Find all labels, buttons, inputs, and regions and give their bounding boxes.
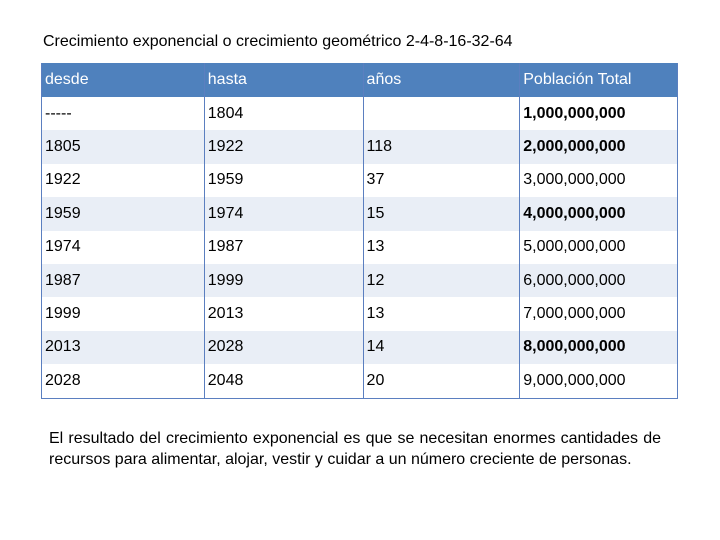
table-row [42, 97, 678, 130]
table-row [42, 197, 678, 230]
poblacion-total-cell: 7,000,000,000 [520, 297, 678, 330]
anos-cell: 118 [363, 130, 520, 163]
anos-cell [363, 97, 520, 130]
desde-cell: 1999 [42, 297, 205, 330]
table-header-row [42, 63, 678, 97]
anos-cell: 14 [363, 331, 520, 364]
column-header-poblacion-total: Población Total [520, 63, 678, 97]
poblacion-total-cell: 6,000,000,000 [520, 264, 678, 297]
hasta-cell: 1922 [204, 130, 363, 163]
poblacion-total-cell: 1,000,000,000 [520, 97, 678, 130]
anos-cell: 37 [363, 164, 520, 197]
hasta-cell: 1999 [204, 264, 363, 297]
hasta-cell: 2048 [204, 364, 363, 398]
anos-cell: 12 [363, 264, 520, 297]
table-row [42, 297, 678, 330]
desde-cell: 1805 [42, 130, 205, 163]
hasta-cell: 1804 [204, 97, 363, 130]
anos-cell: 13 [363, 231, 520, 264]
desde-cell: 1987 [42, 264, 205, 297]
table-row [42, 264, 678, 297]
column-header-anos: años [363, 63, 520, 97]
page-title: Crecimiento exponencial o crecimiento geométrico 2-4-8-16-32-64 [43, 33, 513, 50]
table-row [42, 231, 678, 264]
desde-cell: 1959 [42, 197, 205, 230]
poblacion-total-cell: 5,000,000,000 [520, 231, 678, 264]
column-header-desde: desde [42, 63, 205, 97]
table-row [42, 364, 678, 398]
desde-cell: ----- [42, 97, 205, 130]
hasta-cell: 2028 [204, 331, 363, 364]
poblacion-total-cell: 8,000,000,000 [520, 331, 678, 364]
poblacion-total-cell: 9,000,000,000 [520, 364, 678, 398]
table-row [42, 130, 678, 163]
desde-cell: 2013 [42, 331, 205, 364]
hasta-cell: 1987 [204, 231, 363, 264]
column-header-hasta: hasta [204, 63, 363, 97]
population-table [41, 63, 678, 399]
poblacion-total-cell: 4,000,000,000 [520, 197, 678, 230]
hasta-cell: 1974 [204, 197, 363, 230]
table-row [42, 331, 678, 364]
conclusion-text: El resultado del crecimiento exponencial es que se necesitan enormes cantidades de recursos para alimentar, alojar, vestir y cuidar a un número creciente de personas. [49, 430, 661, 468]
poblacion-total-cell: 2,000,000,000 [520, 130, 678, 163]
desde-cell: 1922 [42, 164, 205, 197]
desde-cell: 2028 [42, 364, 205, 398]
anos-cell: 13 [363, 297, 520, 330]
hasta-cell: 2013 [204, 297, 363, 330]
desde-cell: 1974 [42, 231, 205, 264]
anos-cell: 15 [363, 197, 520, 230]
hasta-cell: 1959 [204, 164, 363, 197]
table-row [42, 164, 678, 197]
poblacion-total-cell: 3,000,000,000 [520, 164, 678, 197]
anos-cell: 20 [363, 364, 520, 398]
